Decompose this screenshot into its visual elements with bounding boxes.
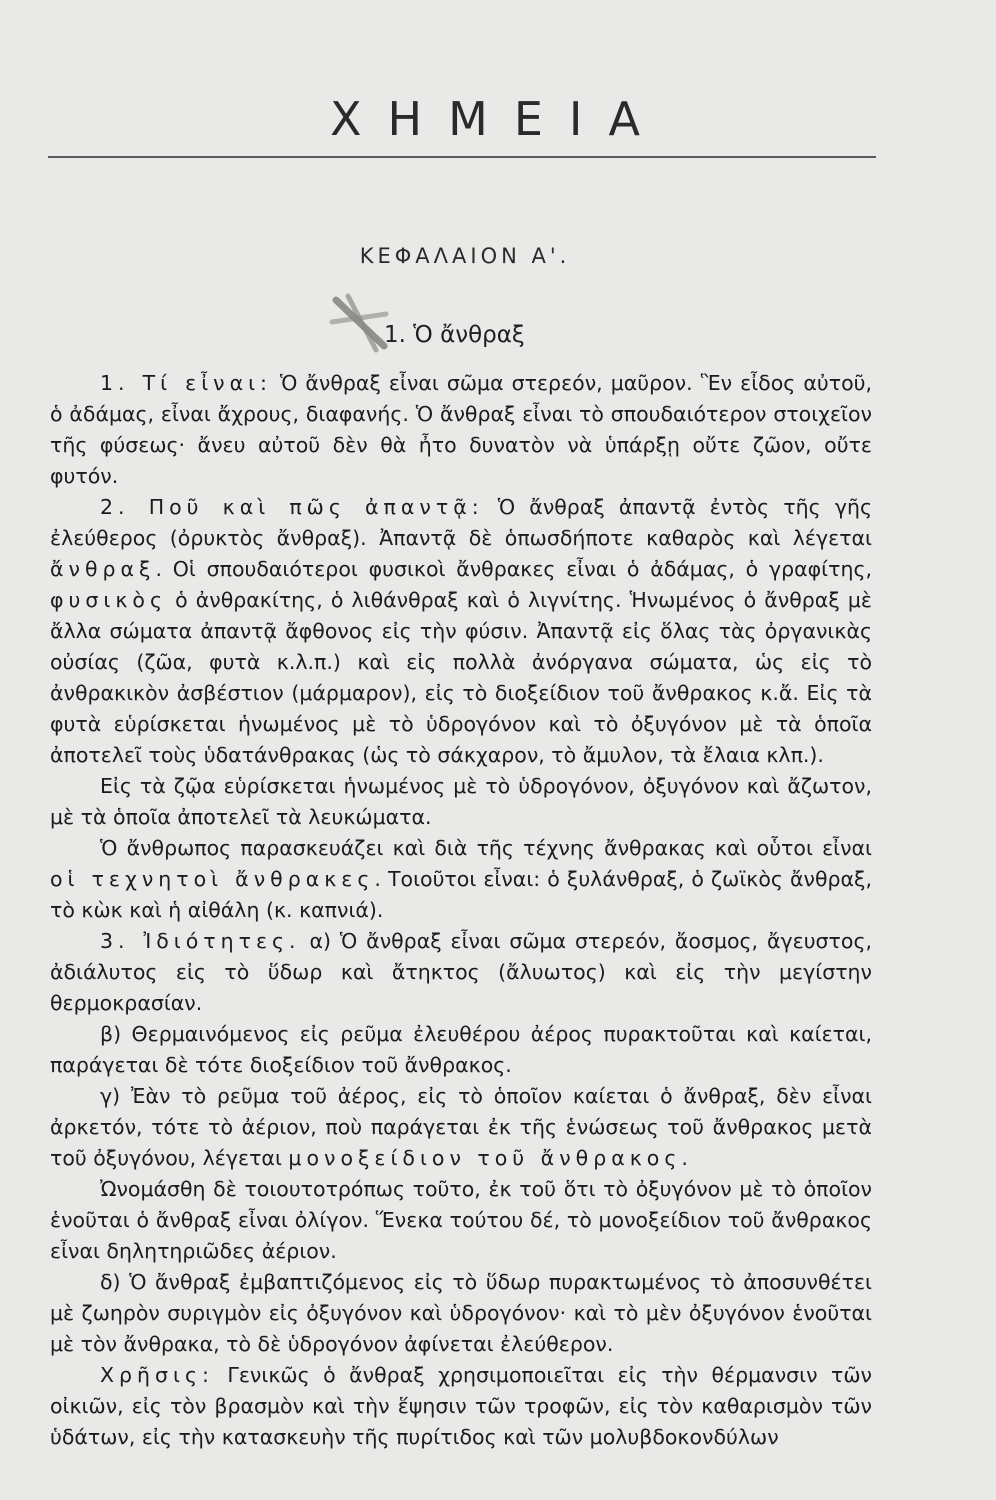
paragraph-animals: Εἰς τὰ ζῷα εὑρίσκεται ἡνωμένος μὲ τὸ ὑδρογόνον, ὀξυγόνον καὶ ἄζωτον, μὲ τὰ ὁποῖα ἀποτελεῖ τὰ λευκώματα. <box>50 774 872 829</box>
chapter-heading: ΚΕΦΑΛΑΙΟΝ Α'. <box>359 244 571 268</box>
paragraph-naming: Ὠνομάσθη δὲ τοιουτοτρόπως τοῦτο, ἐκ τοῦ ὅτι τὸ ὀξυγόνον μὲ τὸ ὁποῖον ἑνοῦται ὁ ἄνθραξ εἶναι ὀλίγον. Ἕνεκα τούτου δέ, τὸ μονοξείδιον τοῦ ἄνθρακος εἶναι δηλητηριῶδες ἀέριον. <box>50 1177 872 1263</box>
paragraph-water: δ) Ὁ ἄνθραξ ἐμβαπτιζόμενος εἰς τὸ ὕδωρ πυρακτωμένος τὸ ἀποσυνθέτει μὲ ζωηρὸν συριγμὸν εἰς ὀξυγόνον καὶ ὑδρογόνον· καὶ τὸ μὲν ὀξυγόνον ἑνοῦται μὲ τὸν ἄνθρακα, τὸ δὲ ὑδρογόνον ἀφίνεται ἐλεύθερον. <box>50 1270 872 1356</box>
paragraph-artificial: Ὁ ἄνθρωπος παρασκευάζει καὶ διὰ τῆς τέχνης ἄνθρακας καὶ οὗτοι εἶναι οἱ τεχνητοὶ ἄνθρακες. Τοιοῦτοι εἶναι: ὁ ξυλάνθραξ, ὁ ζωϊκὸς ἄνθραξ, τὸ κὼκ καὶ ἡ αἰθάλη (κ. καπνιά). <box>50 836 872 922</box>
paragraph-heating: β) Θερμαινόμενος εἰς ρεῦμα ἐλευθέρου ἀέρος πυρακτοῦται καὶ καίεται, παράγεται δὲ τότε διοξείδιον τοῦ ἄνθρακος. <box>50 1022 872 1077</box>
paragraph-uses: Χρῆσις: Γενικῶς ὁ ἄνθραξ χρησιμοποιεῖται εἰς τὴν θέρμανσιν τῶν οἰκιῶν, εἰς τὸν βρασμὸν καὶ τὴν ἕψησιν τῶν τροφῶν, εἰς τὸν καθαρισμὸν τῶν ὑδάτων, εἰς τὴν κατασκευὴν τῆς πυρίτιδος καὶ τῶν μολυβδοκονδύλων <box>50 1363 872 1449</box>
page-title: ΧΗΜΕΙΑ <box>330 92 666 146</box>
paragraph-occurrence: 2. Ποῦ καὶ πῶς ἀπαντᾷ: Ὁ ἄνθραξ ἀπαντᾷ ἐντὸς τῆς γῆς ἐλεύθερος (ὀρυκτὸς ἄνθραξ). Ἀπαντᾷ δὲ ὁπωσδήποτε καθαρὸς καὶ λέγεται ἄνθραξ. Οἱ σπουδαιότεροι φυσικοὶ ἄνθρακες εἶναι ὁ ἀδάμας, ὁ γραφίτης, φυσικὸς ὁ ἀνθρακίτης, ὁ λιθάνθραξ καὶ ὁ λιγνίτης. Ἡνωμένος ὁ ἄνθραξ μὲ ἄλλα σώματα ἀπαντᾷ ἄφθονος εἰς τὴν φύσιν. Ἀπαντᾷ εἰς ὅλας τὰς ὀργανικὰς οὐσίας (ζῶα, φυτὰ κ.λ.π.) καὶ εἰς πολλὰ ἀνόργανα σώματα, ὡς εἰς τὸ ἀνθρακικὸν ἀσβέστιον (μάρμαρον), εἰς τὸ διοξείδιον τοῦ ἄνθρακος κ.ἄ. Εἰς τὰ φυτὰ εὑρίσκεται ἡνωμένος μὲ τὸ ὑδρογόνον καὶ τὸ ὀξυγόνον μὲ τὰ ὁποῖα ἀποτελεῖ τοὺς ὑδατάνθρακας (ὡς τὸ σάκχαρον, τὸ ἄμυλον, τὰ ἔλαια κλπ.). <box>50 495 872 767</box>
body-text <box>50 368 872 1453</box>
paragraph-what-is: 1. Τί εἶναι: Ὁ ἄνθραξ εἶναι σῶμα στερεόν, μαῦρον. Ἓν εἶδος αὐτοῦ, ὁ ἀδάμας, εἶναι ἄχρους, διαφανής. Ὁ ἄνθραξ εἶναι τὸ σπουδαιότερον στοιχεῖον τῆς φύσεως· ἄνευ αὐτοῦ δὲν θὰ ἦτο δυνατὸν νὰ ὑπάρξῃ οὔτε ζῶον, οὔτε φυτόν. <box>50 371 872 488</box>
paragraph-properties: 3. Ἰδιότητες. α) Ὁ ἄνθραξ εἶναι σῶμα στερεόν, ἄοσμος, ἄγευστος, ἀδιάλυτος εἰς τὸ ὕδωρ καὶ ἄτηκτος (ἄλυωτος) καὶ εἰς τὴν μεγίστην θερμοκρασίαν. <box>50 929 872 1015</box>
section-heading: 1. Ὁ ἄνθραξ <box>384 322 525 348</box>
title-rule <box>48 156 876 158</box>
paragraph-monoxide: γ) Ἐὰν τὸ ρεῦμα τοῦ ἀέρος, εἰς τὸ ὁποῖον καίεται ὁ ἄνθραξ, δὲν εἶναι ἀρκετόν, τότε τὸ ἀέριον, ποὺ παράγεται ἐκ τῆς ἑνώσεως τοῦ ἄνθρακος μετὰ τοῦ ὀξυγόνου, λέγεται μονοξείδιον τοῦ ἄνθρακος. <box>50 1084 872 1170</box>
